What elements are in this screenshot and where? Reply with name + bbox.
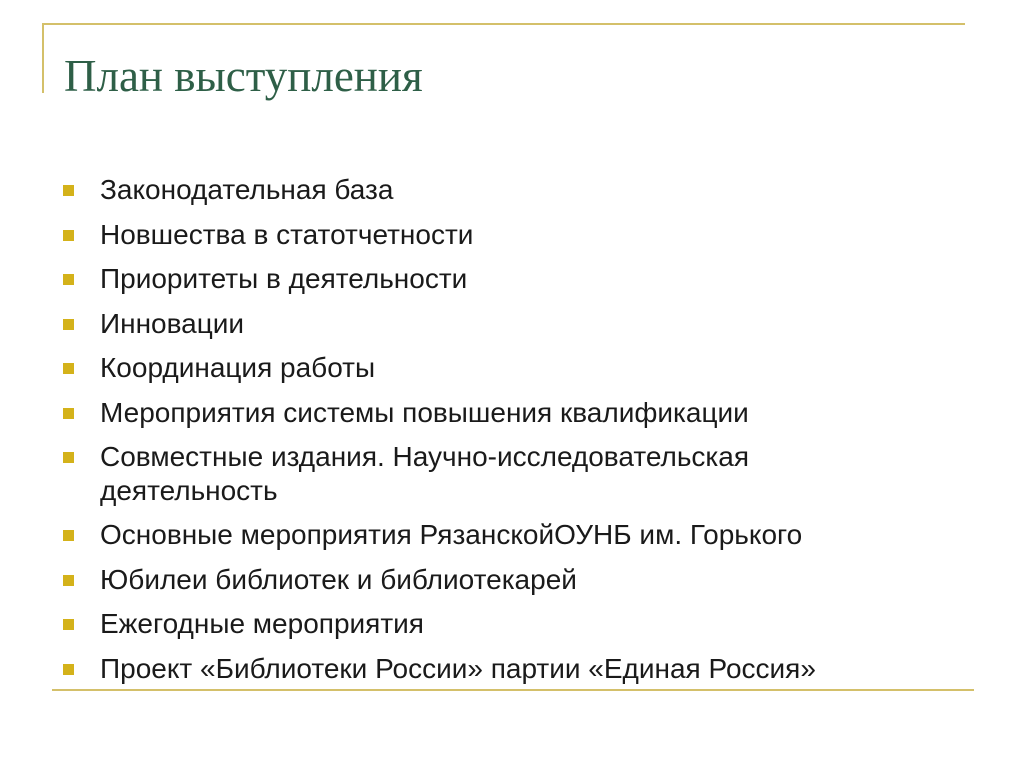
bullet-item: Инновации [63,302,983,347]
square-bullet-icon [63,230,74,241]
left-rule [42,23,44,93]
square-bullet-icon [63,185,74,196]
square-bullet-icon [63,363,74,374]
square-bullet-icon [63,575,74,586]
bullet-list [63,168,983,686]
square-bullet-icon [63,619,74,630]
bullet-item: Ежегодные мероприятия [63,602,983,647]
bullet-item: Приоритеты в деятельности [63,257,983,302]
bullet-item: Новшества в статотчетности [63,213,983,258]
square-bullet-icon [63,530,74,541]
bullet-item: Координация работы [63,346,983,391]
slide-title: План выступления [64,51,423,101]
bullet-item: Мероприятия системы повышения квалификации [63,391,983,436]
bullet-item: Законодательная база [63,168,983,213]
square-bullet-icon [63,408,74,419]
square-bullet-icon [63,274,74,285]
bullet-item: Совместные издания. Научно-исследовательская деятельность [63,435,983,513]
square-bullet-icon [63,452,74,463]
bullet-item: Основные мероприятия РязанскойОУНБ им. Горького [63,513,983,558]
bullet-item: Юбилеи библиотек и библиотекарей [63,558,983,603]
square-bullet-icon [63,319,74,330]
bullet-item: Проект «Библиотеки России» партии «Единая Россия» [63,647,983,686]
square-bullet-icon [63,664,74,675]
top-rule [42,23,965,25]
bottom-rule [52,689,974,691]
